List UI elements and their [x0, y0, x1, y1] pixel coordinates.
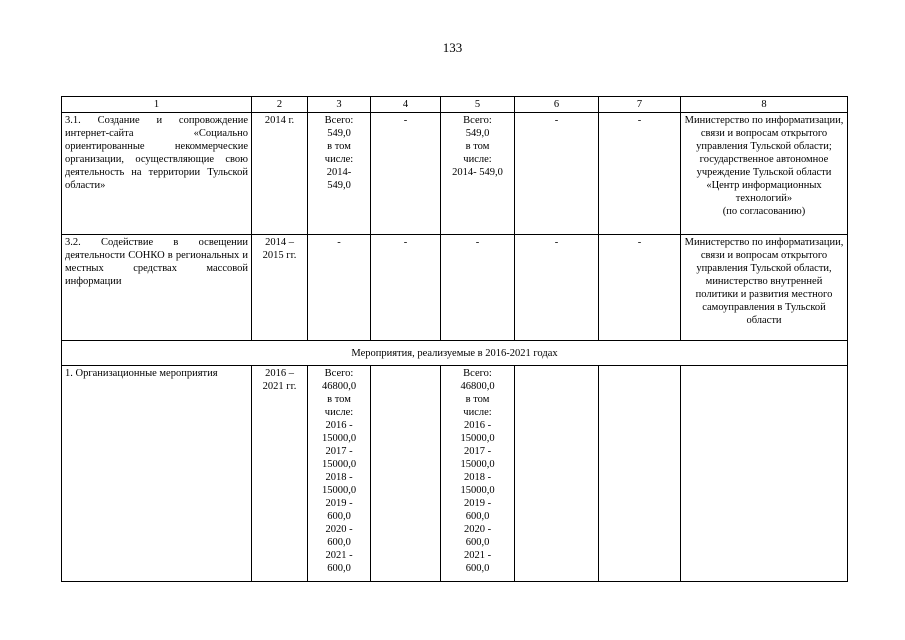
responsible-cell — [681, 366, 848, 582]
other-funding-cell: - — [599, 235, 681, 341]
header-cell-1: 1 — [62, 97, 252, 113]
page-number: 133 — [442, 40, 463, 55]
period-cell: 2014 – 2015 гг. — [252, 235, 308, 341]
period-cell: 2016 – 2021 гг. — [252, 366, 308, 582]
header-cell-4: 4 — [371, 97, 441, 113]
header-cell-3: 3 — [308, 97, 371, 113]
measures-table — [61, 96, 848, 582]
header-cell-5: 5 — [441, 97, 515, 113]
regional-funding-cell: Всего: 46800,0 в том числе: 2016 - 15000,0 2017 - 15000,0 2018 - 15000,0 2019 - 600,0 2020 - 600,0 2021 - 600,0 — [441, 366, 515, 582]
total-funding-cell: - — [308, 235, 371, 341]
header-row — [62, 97, 848, 113]
period-cell: 2014 г. — [252, 113, 308, 235]
header-cell-2: 2 — [252, 97, 308, 113]
federal-funding-cell: - — [371, 235, 441, 341]
local-funding-cell: - — [515, 113, 599, 235]
responsible-cell: Министерство по информатизации, связи и вопросам открытого управления Тульской области; государственное автономное учреждение Тульской области «Центр информационных технологий» (по согласованию) — [681, 113, 848, 235]
regional-funding-cell: Всего: 549,0 в том числе: 2014- 549,0 — [441, 113, 515, 235]
responsible-cell: Министерство по информатизации, связи и вопросам открытого управления Тульской области, министерство внутренней политики и развития местного самоуправления в Тульской области — [681, 235, 848, 341]
other-funding-cell: - — [599, 113, 681, 235]
table-row — [62, 235, 848, 341]
local-funding-cell: - — [515, 235, 599, 341]
measure-name-cell: 1. Организационные мероприятия — [62, 366, 252, 582]
federal-funding-cell — [371, 366, 441, 582]
measure-name-cell: 3.1. Создание и сопровождение интернет-сайта «Социально ориентированные некоммерческие организации, осуществляющие свою деятельность на территории Тульской области» — [62, 113, 252, 235]
measure-name-cell: 3.2. Содействие в освещении деятельности СОНКО в региональных и местных средствах массовой информации — [62, 235, 252, 341]
section-row — [62, 341, 848, 366]
table-row — [62, 113, 848, 235]
table-row — [62, 366, 848, 582]
header-cell-7: 7 — [599, 97, 681, 113]
total-funding-cell: Всего: 46800,0 в том числе: 2016 - 15000,0 2017 - 15000,0 2018 - 15000,0 2019 - 600,0 2020 - 600,0 2021 - 600,0 — [308, 366, 371, 582]
header-cell-6: 6 — [515, 97, 599, 113]
header-cell-8: 8 — [681, 97, 848, 113]
total-funding-cell: Всего: 549,0 в том числе: 2014- 549,0 — [308, 113, 371, 235]
federal-funding-cell: - — [371, 113, 441, 235]
other-funding-cell — [599, 366, 681, 582]
section-title: Мероприятия, реализуемые в 2016-2021 годах — [62, 341, 848, 366]
regional-funding-cell: - — [441, 235, 515, 341]
local-funding-cell — [515, 366, 599, 582]
